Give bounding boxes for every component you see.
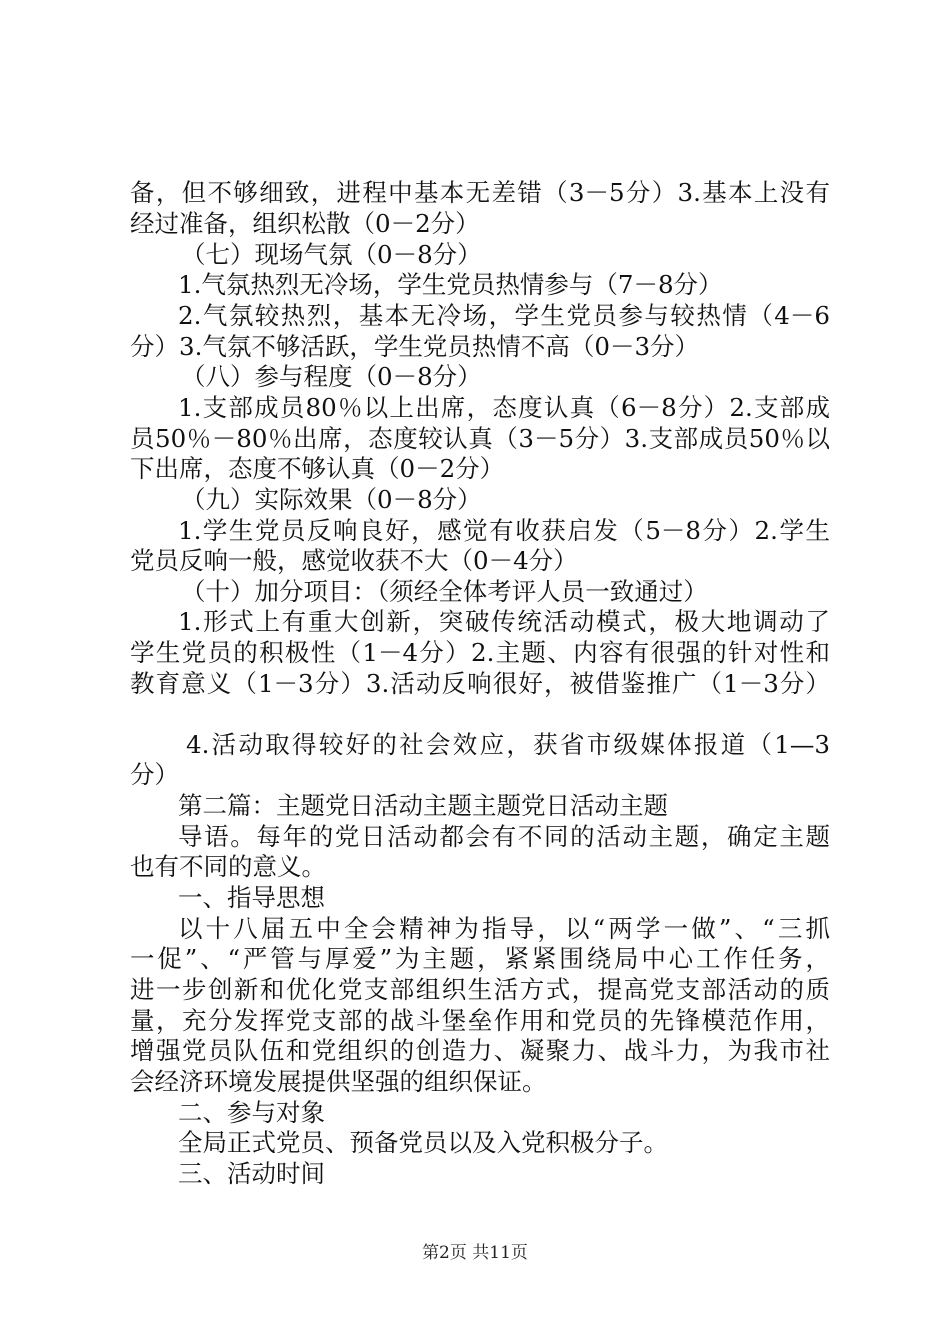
text-line: 也有不同的意义。	[130, 852, 326, 881]
text-line: 员50％－80％出席，态度较认真（3－5分）3.支部成员50％以	[130, 424, 830, 453]
text-line: 经过准备，组织松散（0－2分）	[130, 209, 480, 238]
section-heading: （八）参与程度（0－8分）	[181, 362, 482, 391]
text-line: 1.支部成员80％以上出席，态度认真（6－8分）2.支部成	[178, 393, 830, 422]
section-heading: 三、活动时间	[178, 1159, 325, 1188]
text-line: 教育意义（1－3分）3.活动反响很好，被借鉴推广（1－3分）	[130, 669, 830, 698]
text-line: 下出席，态度不够认真（0－2分）	[130, 454, 505, 483]
text-line: 全局正式党员、预备党员以及入党积极分子。	[178, 1128, 668, 1157]
text-line: 增强党员队伍和党组织的创造力、凝聚力、战斗力，为我市社	[130, 1036, 830, 1065]
section-heading: 二、参与对象	[178, 1098, 325, 1127]
text-line: 进一步创新和优化党支部组织生活方式，提高党支部活动的质	[130, 975, 830, 1004]
text-line: 备，但不够细致，进程中基本无差错（3－5分）3.基本上没有	[130, 178, 830, 207]
text-line: 党员反响一般，感觉收获不大（0－4分）	[130, 546, 578, 575]
section-heading: 一、指导思想	[178, 883, 325, 912]
section-heading: （七）现场气氛（0－8分）	[181, 240, 482, 269]
text-line: 分）	[130, 760, 179, 789]
text-line: 以十八届五中全会精神为指导，以“两学一做”、“三抓	[178, 914, 830, 943]
text-line: 4.活动取得较好的社会效应，获省市级媒体报道（1—3	[186, 730, 830, 759]
text-line: 分）3.气氛不够活跃，学生党员热情不高（0－3分）	[130, 332, 700, 361]
text-line: 1.形式上有重大创新，突破传统活动模式，极大地调动了	[178, 607, 830, 636]
section-heading: （十）加分项目：（须经全体考评人员一致通过）	[181, 577, 708, 606]
text-line: 1.学生党员反响良好，感觉有收获启发（5－8分）2.学生	[178, 516, 830, 545]
text-line: 导语。每年的党日活动都会有不同的活动主题，确定主题	[178, 822, 830, 851]
text-line: 1.气氛热烈无冷场，学生党员热情参与（7－8分）	[178, 270, 723, 299]
page-footer: 第2页 共11页	[422, 1243, 528, 1263]
text-line: 一促”、“严管与厚爱”为主题，紧紧围绕局中心工作任务，	[130, 944, 830, 973]
chapter-title: 第二篇：主题党日活动主题主题党日活动主题	[178, 791, 668, 820]
text-line: 量，充分发挥党支部的战斗堡垒作用和党员的先锋模范作用，	[130, 1006, 830, 1035]
text-line: 学生党员的积极性（1－4分）2.主题、内容有很强的针对性和	[130, 638, 830, 667]
text-line: 会经济环境发展提供坚强的组织保证。	[130, 1067, 547, 1096]
text-line: 2.气氛较热烈，基本无冷场，学生党员参与较热情（4－6	[178, 301, 830, 330]
section-heading: （九）实际效果（0－8分）	[181, 485, 482, 514]
